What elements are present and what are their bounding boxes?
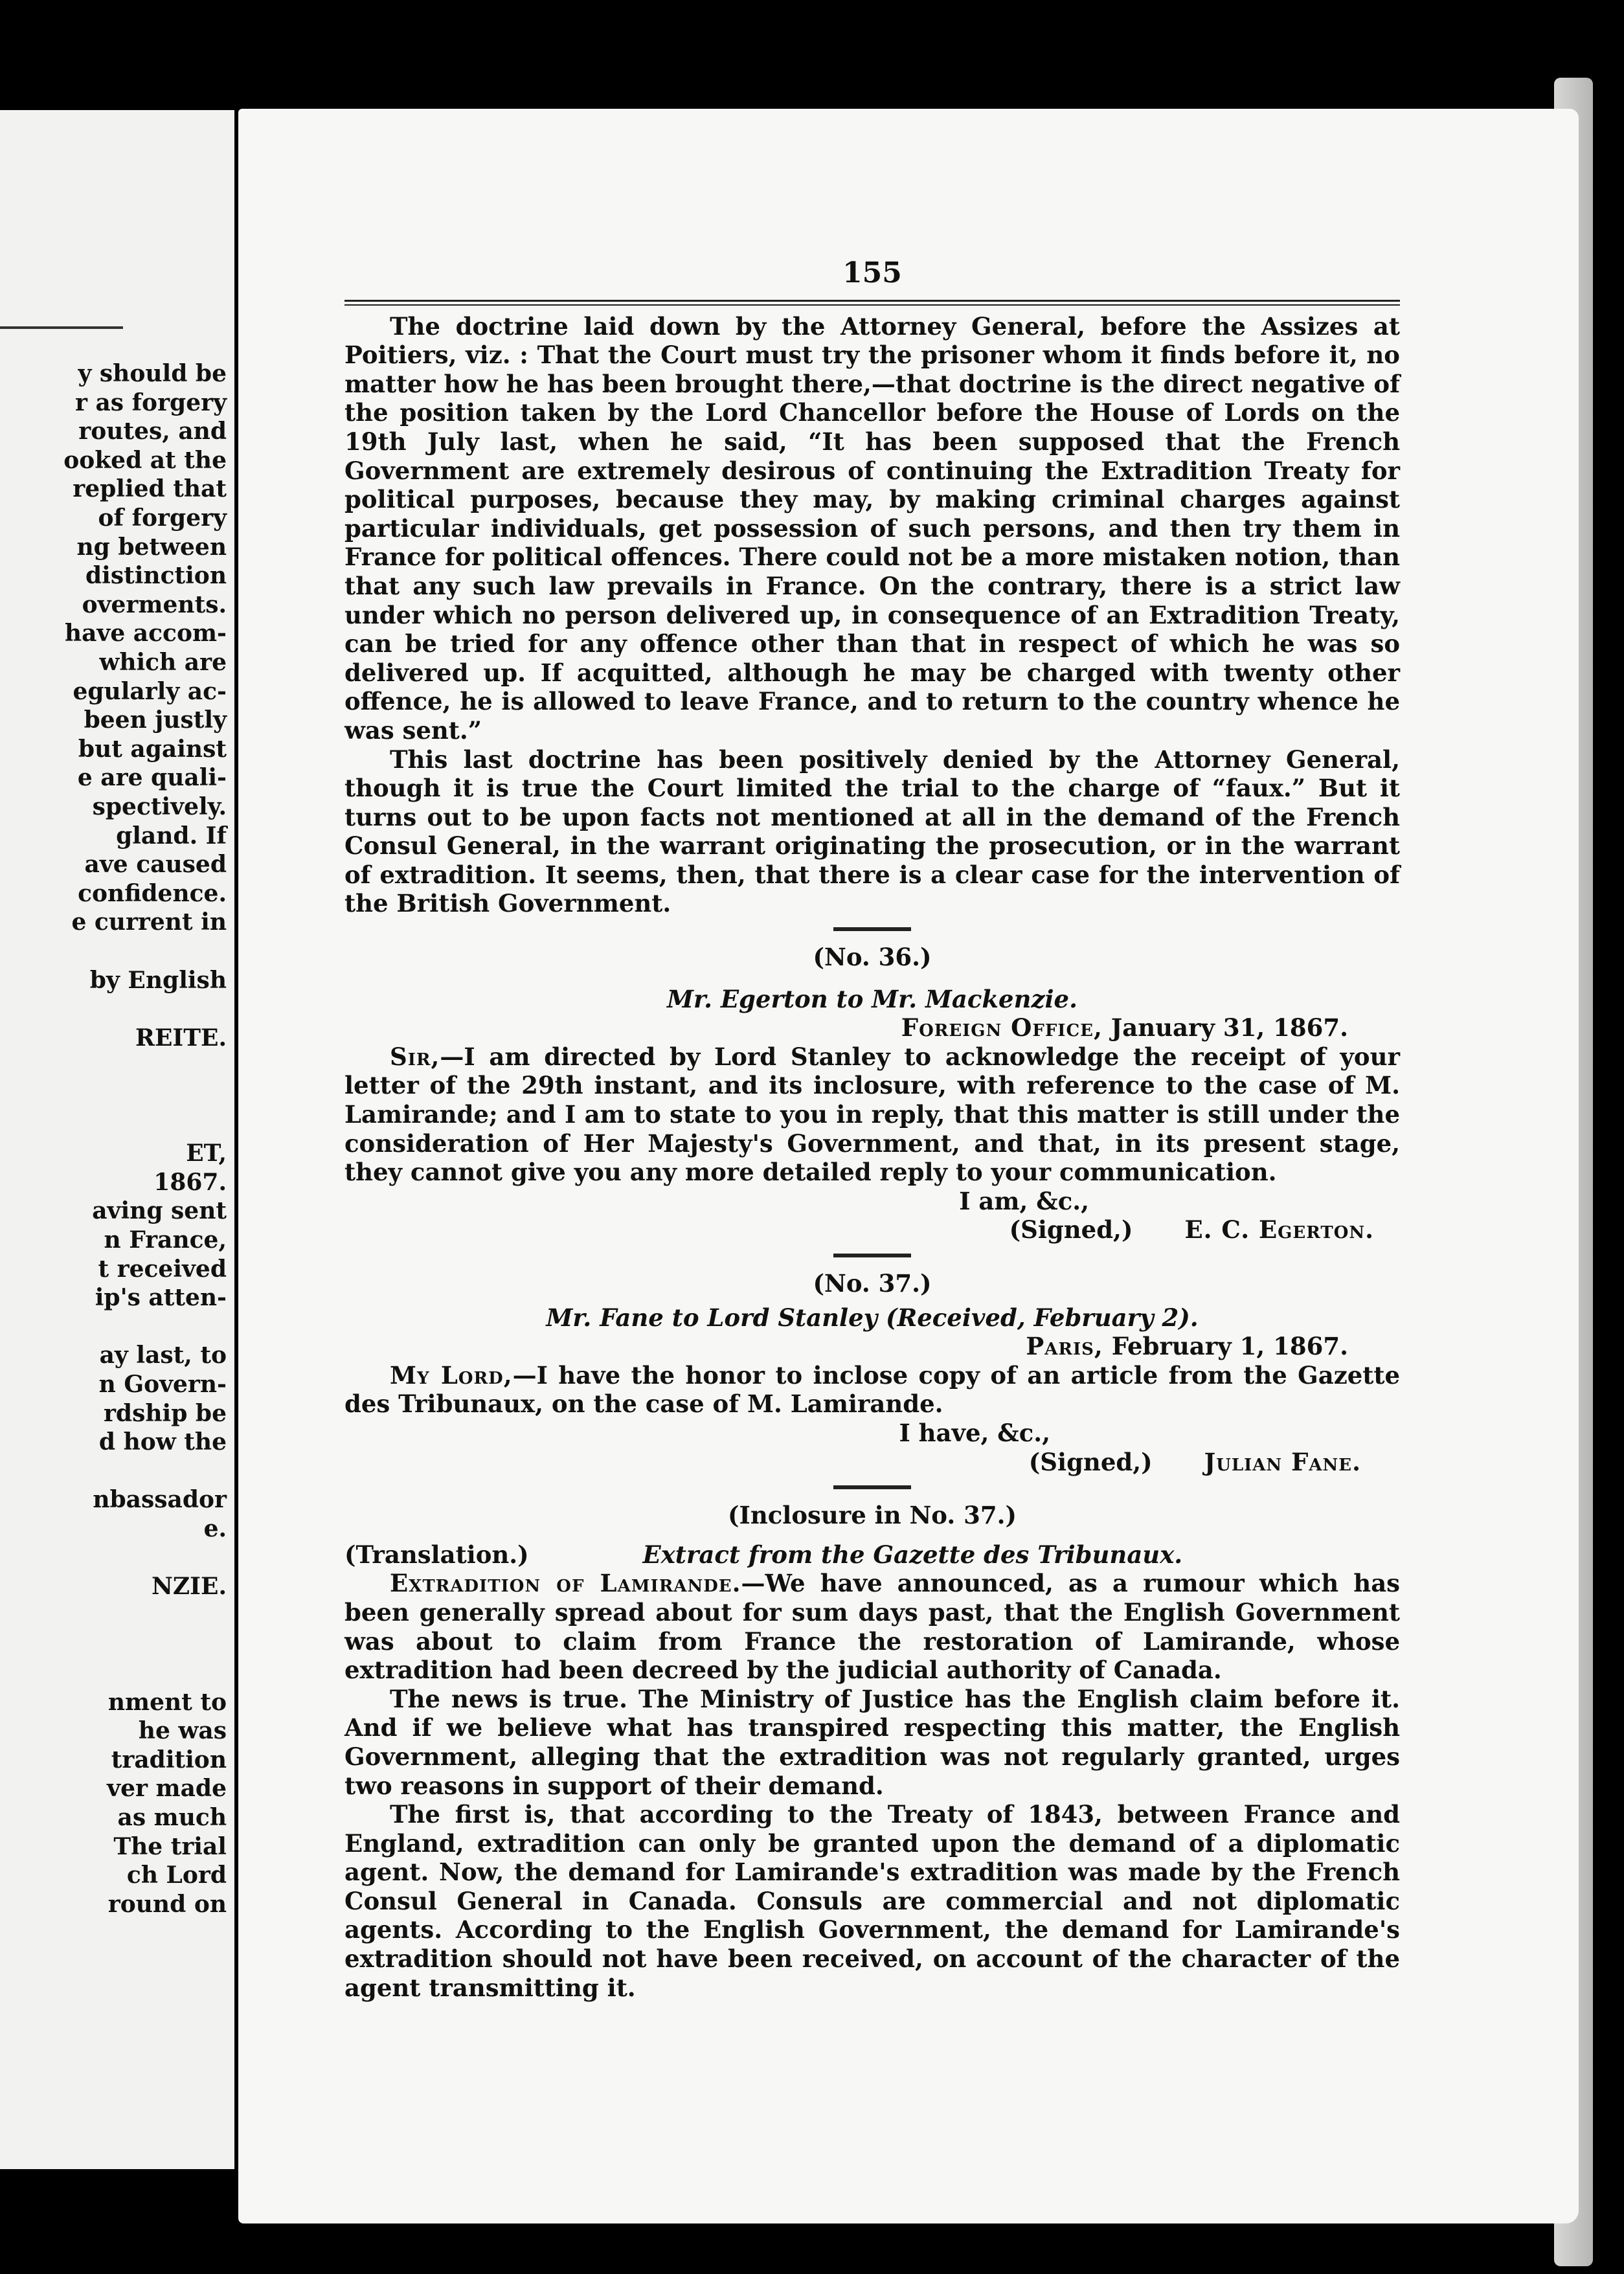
left-page-line: t received	[98, 1255, 227, 1283]
left-page-line: e.	[203, 1515, 227, 1542]
letter-36-body	[344, 1042, 1400, 1187]
left-page-line: e are quali-	[77, 764, 227, 792]
heading-37-wrap	[344, 1303, 1400, 1333]
extract-paragraph-2: The news is true. The Ministry of Justice has the English claim before it. And if we believe what has transpired respecting this matter, the English Government, alleging that the extradition was not regularly granted, urges two reasons in support of their demand.	[344, 1684, 1400, 1800]
salutation-36: Sir,	[390, 1042, 440, 1071]
heading-36: Mr. Egerton to Mr. Mackenzie.	[667, 984, 1077, 1013]
body-36: —I am directed by Lord Stanley to acknowledge the receipt of your letter of the 29th instant, and its inclosure, with reference to the case of M. Lamirande; and I am to state to you in reply, that this matter is still under the consideration of Her Majesty's Government, and that, in its present stage, they cannot give you any more detailed reply to your communication.	[344, 1042, 1400, 1187]
closing-37: I have, &c.,	[899, 1418, 1050, 1447]
salutation-37: My Lord,	[390, 1360, 513, 1390]
left-page-line: 1867.	[153, 1168, 227, 1196]
left-page-line: routes, and	[78, 418, 227, 445]
section-rule	[833, 1254, 911, 1257]
left-page-line: aving sent	[92, 1197, 227, 1225]
left-page-line: but against	[78, 735, 227, 763]
left-page-line: have accom-	[64, 620, 227, 647]
left-page-line: by English	[89, 966, 227, 994]
paragraph-doctrine: The doctrine laid down by the Attorney General, before the Assizes at Poitiers, viz. : That the Court must try the prisoner whom it finds before it, no matter how he has been brought there,—that doctrine is the direct negative of the position taken by the Lord Chancellor before the House of Lords on the 19th July last, when he said, “It has been supposed that the French Government are extremely desirous of continuing the Extradition Treaty for political purposes, because they may, by making criminal charges against particular individuals, get possession of such persons, and then try them in France for political offences. There could not be a more mistaken notion, than that any such law prevails in France. On the contrary, there is a strict law under which no person delivered up, in consequence of an Extradition Treaty, can be tried for any offence other than that in respect of which he was so delivered up. If acquitted, although he may be charged with twenty other offence, he is allowed to leave France, and to return to the country whence he was sent.”	[344, 311, 1400, 745]
extract-title-wrap	[529, 1540, 1400, 1570]
dateline-37-date: February 1, 1867.	[1111, 1332, 1348, 1361]
dateline-36-office: Foreign Office,	[901, 1013, 1103, 1042]
left-page-line: egularly ac-	[73, 677, 227, 705]
extract-lead: Extradition of Lamirande.	[390, 1569, 741, 1598]
signer-36: E. C. Egerton.	[1184, 1215, 1374, 1244]
left-page-line: ver made	[107, 1775, 227, 1803]
left-page-rule	[0, 326, 123, 329]
dateline-37	[344, 1332, 1400, 1361]
left-page-line: The trial	[113, 1832, 227, 1860]
left-page-line: spectively.	[92, 793, 227, 820]
left-page-line: replied that	[73, 475, 227, 503]
page-content	[344, 256, 1400, 2002]
signature-36	[344, 1215, 1400, 1244]
left-page-line: overments.	[82, 591, 227, 618]
closing-36: I am, &c.,	[959, 1186, 1089, 1215]
left-page-line: been justly	[84, 706, 227, 734]
heading-36-wrap	[344, 985, 1400, 1014]
left-page-line: he was	[138, 1717, 227, 1745]
left-page-fragment	[0, 110, 234, 2169]
left-page-line: distinction	[85, 562, 227, 590]
left-page-line: ooked at the	[63, 446, 227, 474]
extract-paragraph-3: The first is, that according to the Treaty of 1843, between France and England, extradition can only be granted upon the demand of a diplomatic agent. Now, the demand for Lamirande's extradition was made by the French Consul General in Canada. Consuls are commercial and not diplomatic agents. According to the English Government, the demand for Lamirande's extradition should not have been received, on account of the character of the agent transmitting it.	[344, 1800, 1400, 2002]
left-page-line: ch Lord	[126, 1862, 227, 1889]
translation-label: (Translation.)	[344, 1540, 529, 1569]
left-page-line: tradition	[111, 1746, 227, 1773]
left-page-line: e current in	[71, 908, 227, 936]
inclosure-heading: (Inclosure in No. 37.)	[728, 1501, 1017, 1530]
left-page-line: nbassador	[93, 1486, 227, 1514]
left-page-line: as much	[117, 1804, 227, 1831]
signed-36: (Signed,)	[1009, 1215, 1133, 1244]
left-page-line: ay last, to	[99, 1342, 227, 1369]
body-37: —I have the honor to inclose copy of an article from the Gazette des Tribunaux, on the case of M. Lamirande.	[344, 1360, 1400, 1419]
paragraph-denial-text: This last doctrine has been positively denied by the Attorney General, though it is true the Court limited the trial to the charge of “faux.” But it turns out to be upon facts not mentioned at all in the demand of the French Consul General, in the warrant originating the prosecution, or in the warrant of extradition. It seems, then, that there is a clear case for the intervention of the British Government.	[344, 745, 1400, 918]
left-page-line: of forgery	[98, 504, 227, 532]
signature-37	[344, 1448, 1400, 1477]
left-page-line: r as forgery	[74, 388, 227, 416]
extract-paragraph-1	[344, 1569, 1400, 1684]
doc-number-36: (No. 36.)	[813, 943, 932, 972]
left-page-line: which are	[99, 649, 227, 676]
signer-37: Julian Fane.	[1204, 1447, 1361, 1476]
left-page-line: n France,	[104, 1226, 227, 1254]
dateline-36-date: January 31, 1867.	[1111, 1013, 1348, 1042]
left-page-line: NZIE.	[152, 1573, 227, 1601]
signed-37: (Signed,)	[1028, 1447, 1153, 1476]
left-page-line: ET,	[186, 1140, 227, 1167]
translation-line	[344, 1540, 1400, 1570]
left-page-line: rdship be	[103, 1399, 227, 1427]
left-page-line: round on	[107, 1890, 227, 1918]
left-page-line: y should be	[78, 360, 227, 387]
left-page-line: d how the	[98, 1428, 227, 1456]
dateline-36	[344, 1013, 1400, 1042]
header-rule	[344, 300, 1400, 306]
left-page-line: gland. If	[116, 822, 227, 850]
section-rule	[833, 1485, 911, 1489]
section-rule	[833, 927, 911, 931]
left-page-line: ave caused	[84, 851, 227, 879]
left-page-line: REITE.	[135, 1024, 227, 1052]
page-number: 155	[842, 256, 902, 289]
paragraph-denial	[344, 745, 1400, 919]
left-page-line: ip's atten-	[95, 1284, 227, 1312]
letter-37-body	[344, 1361, 1400, 1419]
dateline-37-place: Paris,	[1026, 1332, 1103, 1361]
doc-number-37: (No. 37.)	[813, 1269, 932, 1298]
left-page-line: ng between	[76, 533, 227, 561]
left-page-line: confidence.	[78, 879, 227, 907]
extract-p1: —We have announced, as a rumour which has been generally spread about for sum days past, that the English Government was about to claim from France the restoration of Lamirande, whose extradition had been decreed by the judicial authority of Canada.	[344, 1569, 1400, 1685]
heading-37: Mr. Fane to Lord Stanley (Received, February 2).	[546, 1303, 1199, 1332]
left-page-line: n Govern-	[98, 1371, 227, 1398]
left-page-line: nment to	[107, 1688, 227, 1716]
extract-title: Extract from the Gazette des Tribunaux.	[642, 1540, 1183, 1569]
